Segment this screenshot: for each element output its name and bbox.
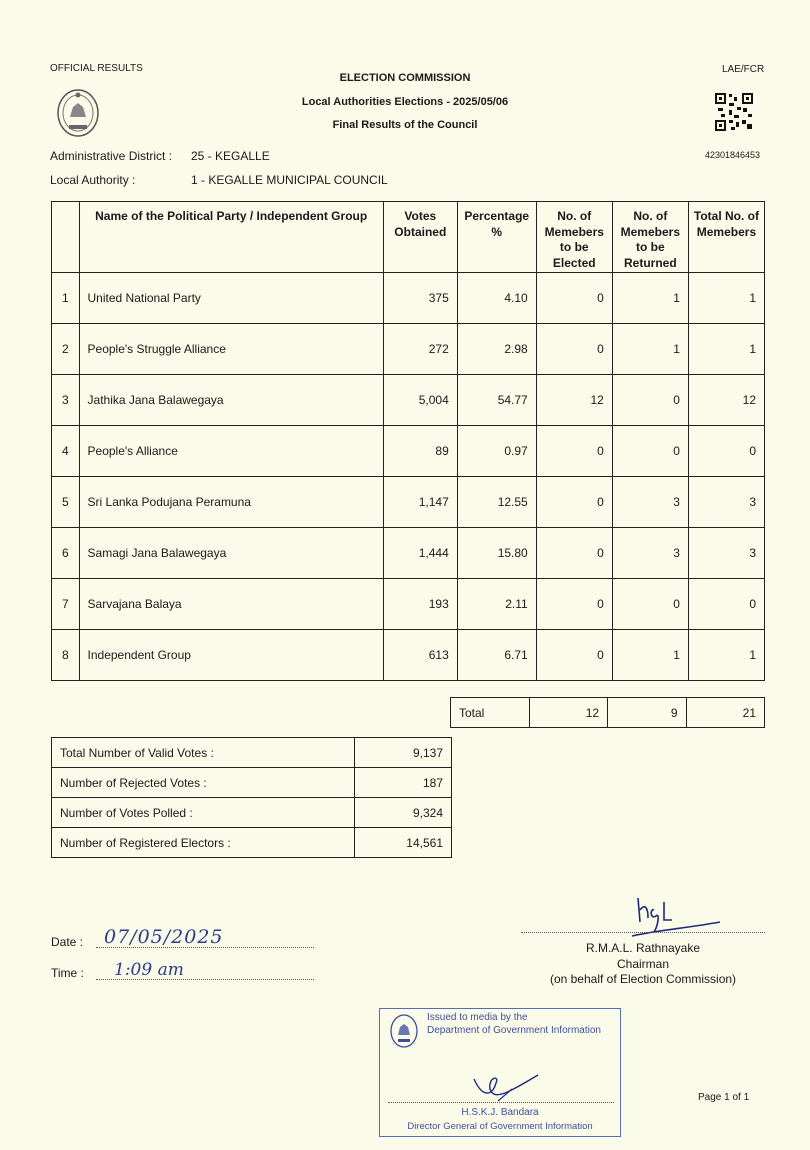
time-value: 1:09 am: [114, 960, 184, 980]
commission-title: ELECTION COMMISSION: [339, 72, 471, 84]
returned-cell: 1: [612, 324, 688, 375]
summary-label: Number of Votes Polled :: [52, 798, 355, 828]
totals-label: Total: [451, 698, 530, 728]
col-total: Total No. of Memebers: [688, 202, 764, 273]
vote-summary-table: [51, 737, 452, 858]
party-name: People's Alliance: [79, 426, 383, 477]
total-cell: 1: [688, 273, 764, 324]
summary-value: 9,324: [355, 798, 452, 828]
votes-cell: 193: [383, 579, 457, 630]
date-label: Date :: [51, 935, 84, 949]
returned-cell: 0: [612, 426, 688, 477]
date-value: 07/05/2025: [104, 926, 224, 948]
authority-label: Local Authority :: [50, 173, 136, 187]
chairman-signature-line: [521, 932, 765, 933]
percentage-cell: 15.80: [457, 528, 536, 579]
returned-cell: 0: [612, 579, 688, 630]
row-no: 2: [52, 324, 80, 375]
summary-row: [52, 768, 452, 798]
party-name: Jathika Jana Balawegaya: [79, 375, 383, 426]
table-row: [52, 426, 765, 477]
summary-row: [52, 828, 452, 858]
qr-code-icon: [715, 93, 753, 136]
totals-elected: 12: [529, 698, 607, 728]
row-no: 7: [52, 579, 80, 630]
votes-cell: 5,004: [383, 375, 457, 426]
total-cell: 0: [688, 426, 764, 477]
table-row: [52, 273, 765, 324]
returned-cell: 1: [612, 273, 688, 324]
summary-row: [52, 738, 452, 768]
totals-row: [451, 698, 765, 728]
stamp-title: Director General of Government Information: [407, 1121, 593, 1132]
party-name: United National Party: [79, 273, 383, 324]
percentage-cell: 12.55: [457, 477, 536, 528]
summary-label: Number of Registered Electors :: [52, 828, 355, 858]
row-no: 8: [52, 630, 80, 681]
col-percentage: Percentage %: [457, 202, 536, 273]
total-cell: 0: [688, 579, 764, 630]
official-results-label: OFFICIAL RESULTS: [50, 63, 143, 74]
table-row: [52, 477, 765, 528]
row-no: 1: [52, 273, 80, 324]
percentage-cell: 2.11: [457, 579, 536, 630]
summary-value: 9,137: [355, 738, 452, 768]
stamp-signature-line: [388, 1102, 614, 1103]
total-cell: 3: [688, 528, 764, 579]
row-no: 3: [52, 375, 80, 426]
district-value: 25 - KEGALLE: [191, 149, 270, 163]
party-name: Sri Lanka Podujana Peramuna: [79, 477, 383, 528]
election-title: Local Authorities Elections - 2025/05/06: [301, 96, 509, 108]
government-information-stamp: [379, 1008, 621, 1137]
percentage-cell: 2.98: [457, 324, 536, 375]
elected-cell: 0: [536, 630, 612, 681]
party-name: Sarvajana Balaya: [79, 579, 383, 630]
chairman-behalf: (on behalf of Election Commission): [549, 972, 737, 986]
results-table: [51, 201, 765, 681]
col-votes: Votes Obtained: [383, 202, 457, 273]
votes-cell: 1,147: [383, 477, 457, 528]
total-cell: 1: [688, 324, 764, 375]
form-code: LAE/FCR: [722, 64, 765, 75]
party-name: Samagi Jana Balawegaya: [79, 528, 383, 579]
totals-total: 21: [686, 698, 765, 728]
results-subtitle: Final Results of the Council: [332, 119, 478, 131]
elected-cell: 0: [536, 426, 612, 477]
summary-value: 187: [355, 768, 452, 798]
summary-value: 14,561: [355, 828, 452, 858]
percentage-cell: 0.97: [457, 426, 536, 477]
summary-label: Number of Rejected Votes :: [52, 768, 355, 798]
document-number: 42301846453: [705, 150, 761, 160]
chairman-name: R.M.A.L. Rathnayake: [585, 941, 701, 955]
elected-cell: 12: [536, 375, 612, 426]
votes-cell: 89: [383, 426, 457, 477]
chairman-title: Chairman: [616, 957, 670, 971]
col-elected: No. of Memebers to be Elected: [536, 202, 612, 273]
percentage-cell: 6.71: [457, 630, 536, 681]
stamp-line-2: Department of Government Information: [427, 1025, 601, 1036]
row-no: 5: [52, 477, 80, 528]
col-no: [52, 202, 80, 273]
stamp-line-1: Issued to media by the: [427, 1012, 528, 1023]
stamp-name: H.S.K.J. Bandara: [461, 1107, 539, 1118]
percentage-cell: 54.77: [457, 375, 536, 426]
elected-cell: 0: [536, 324, 612, 375]
district-label: Administrative District :: [50, 149, 173, 163]
totals-returned: 9: [608, 698, 686, 728]
elected-cell: 0: [536, 273, 612, 324]
row-no: 4: [52, 426, 80, 477]
returned-cell: 3: [612, 477, 688, 528]
emblem-icon: [55, 87, 101, 144]
elected-cell: 0: [536, 528, 612, 579]
votes-cell: 375: [383, 273, 457, 324]
elected-cell: 0: [536, 477, 612, 528]
returned-cell: 0: [612, 375, 688, 426]
total-cell: 12: [688, 375, 764, 426]
percentage-cell: 4.10: [457, 273, 536, 324]
table-row: [52, 375, 765, 426]
col-party: Name of the Political Party / Independent Group: [79, 202, 383, 273]
table-row: [52, 630, 765, 681]
total-cell: 3: [688, 477, 764, 528]
elected-cell: 0: [536, 579, 612, 630]
col-returned: No. of Memebers to be Returned: [612, 202, 688, 273]
signature-icon: [628, 892, 728, 945]
time-label: Time :: [51, 966, 84, 980]
table-row: [52, 579, 765, 630]
stamp-emblem-icon: [389, 1013, 419, 1054]
returned-cell: 3: [612, 528, 688, 579]
page-number: Page 1 of 1: [698, 1092, 750, 1103]
votes-cell: 272: [383, 324, 457, 375]
summary-label: Total Number of Valid Votes :: [52, 738, 355, 768]
party-name: People's Struggle Alliance: [79, 324, 383, 375]
table-row: [52, 324, 765, 375]
total-cell: 1: [688, 630, 764, 681]
authority-value: 1 - KEGALLE MUNICIPAL COUNCIL: [191, 173, 388, 187]
summary-row: [52, 798, 452, 828]
row-no: 6: [52, 528, 80, 579]
votes-cell: 1,444: [383, 528, 457, 579]
votes-cell: 613: [383, 630, 457, 681]
table-header-row: [52, 202, 765, 273]
totals-table: [450, 697, 765, 728]
party-name: Independent Group: [79, 630, 383, 681]
returned-cell: 1: [612, 630, 688, 681]
table-row: [52, 528, 765, 579]
